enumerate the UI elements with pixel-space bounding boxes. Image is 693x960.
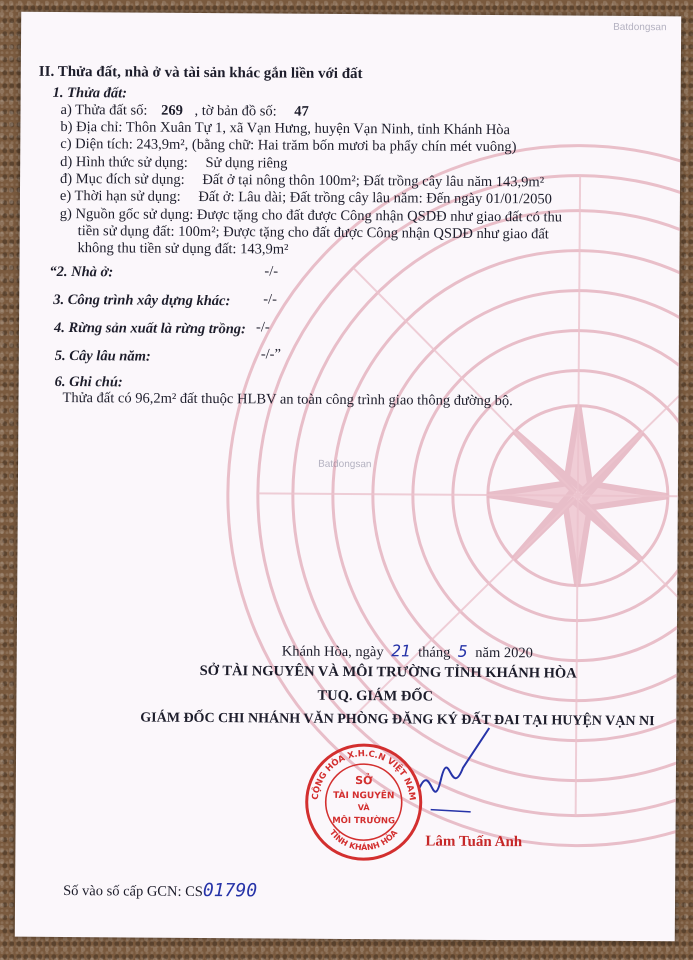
term-line	[60, 188, 552, 208]
use-form-value: Sử dụng riêng	[205, 154, 288, 172]
area-line: c) Diện tích: 243,9m², (bằng chữ: Hai trăm bốn mươi ba phẩy chín mét vuông)	[60, 135, 517, 156]
construction-heading: 3. Công trình xây dựng khác:	[53, 291, 231, 310]
seal-line-3: VÀ	[357, 803, 370, 813]
watermark-center: Batdongsan	[318, 458, 372, 471]
date-month: 5	[457, 641, 468, 661]
seal-top-text: CỘNG HÒA X.H.C.N VIỆT NAM	[310, 749, 417, 801]
construction-value: -/-	[263, 291, 277, 308]
gcn-number-line	[63, 879, 257, 901]
authority-director: GIÁM ĐỐC CHI NHÁNH VĂN PHÒNG ĐĂNG KÝ ĐẤT ĐAI TẠI HUYỆN VẠN NI	[140, 710, 655, 730]
signature-mark	[410, 719, 511, 840]
parcel-number: 269	[161, 102, 183, 119]
seal-line-1: SỞ	[355, 774, 373, 788]
land-heading: 1. Thửa đất:	[52, 84, 128, 102]
house-heading: “2. Nhà ở:	[49, 263, 114, 281]
seal-line-4: MÔI TRƯỜNG	[332, 815, 396, 827]
official-seal	[303, 742, 424, 863]
use-form-line	[60, 154, 287, 173]
gcn-number: 01790	[202, 879, 258, 902]
issue-date	[282, 641, 533, 663]
map-number: 47	[294, 103, 309, 120]
signer-name: Lâm Tuấn Anh	[425, 833, 523, 851]
date-year: năm 2020	[475, 644, 533, 662]
use-form-label: d) Hình thức sử dụng:	[60, 153, 188, 171]
notes-text: Thửa đất có 96,2m² đất thuộc HLBV an toàn công trình giao thông đường bộ.	[62, 390, 513, 410]
date-month-label: tháng	[418, 644, 451, 661]
origin-line-1: g) Nguồn gốc sử dụng: Được tặng cho đất được Công nhận QSDĐ như giao đất có thu	[59, 205, 563, 226]
parcel-line	[60, 102, 308, 121]
perennial-value: -/-”	[260, 346, 282, 363]
origin-line-3: không thu tiền sử dụng đất: 143,9m²	[77, 240, 289, 258]
certificate-page	[15, 12, 681, 942]
authority-org: SỞ TÀI NGUYÊN VÀ MÔI TRƯỜNG TỈNH KHÁNH HÒA	[199, 662, 577, 682]
forest-value: -/-	[255, 319, 270, 336]
term-label: e) Thời hạn sử dụng:	[59, 187, 181, 205]
gcn-label: Số vào số cấp GCN: CS	[63, 883, 203, 900]
house-value: -/-	[264, 263, 279, 280]
map-label: , tờ bản đồ số:	[194, 102, 277, 120]
notes-heading: 6. Ghi chú:	[54, 373, 123, 391]
seal-bottom-text: TỈNH KHÁNH HÒA	[327, 828, 400, 853]
seal-line-2: TÀI NGUYÊN	[333, 790, 395, 802]
origin-line-2: tiền sử dụng đất: 100m²; Được tặng cho đất được Công nhận QSDĐ như giao đất	[77, 223, 549, 243]
authority-tuq: TUQ. GIÁM ĐỐC	[317, 687, 434, 705]
parcel-label: a) Thửa đất số:	[60, 101, 148, 119]
address-line: b) Địa chỉ: Thôn Xuân Tự 1, xã Vạn Hưng, huyện Vạn Ninh, tỉnh Khánh Hòa	[60, 118, 511, 139]
purpose-value: Đất ở tại nông thôn 100m²; Đất trồng cây lâu năm 143,9m²	[202, 171, 545, 191]
watermark-top: Batdongsan	[613, 21, 667, 34]
date-day: 21	[391, 641, 411, 661]
forest-heading: 4. Rừng sản xuất là rừng trồng:	[53, 319, 246, 338]
perennial-heading: 5. Cây lâu năm:	[54, 347, 151, 365]
purpose-label: đ) Mục đích sử dụng:	[60, 170, 185, 188]
date-place: Khánh Hòa, ngày	[281, 643, 384, 661]
section-title: II. Thửa đất, nhà ở và tài sản khác gắn liền với đất	[38, 63, 363, 83]
term-value: Đất ở: Lâu dài; Đất trồng cây lâu năm: Đến ngày 01/01/2050	[198, 188, 552, 208]
